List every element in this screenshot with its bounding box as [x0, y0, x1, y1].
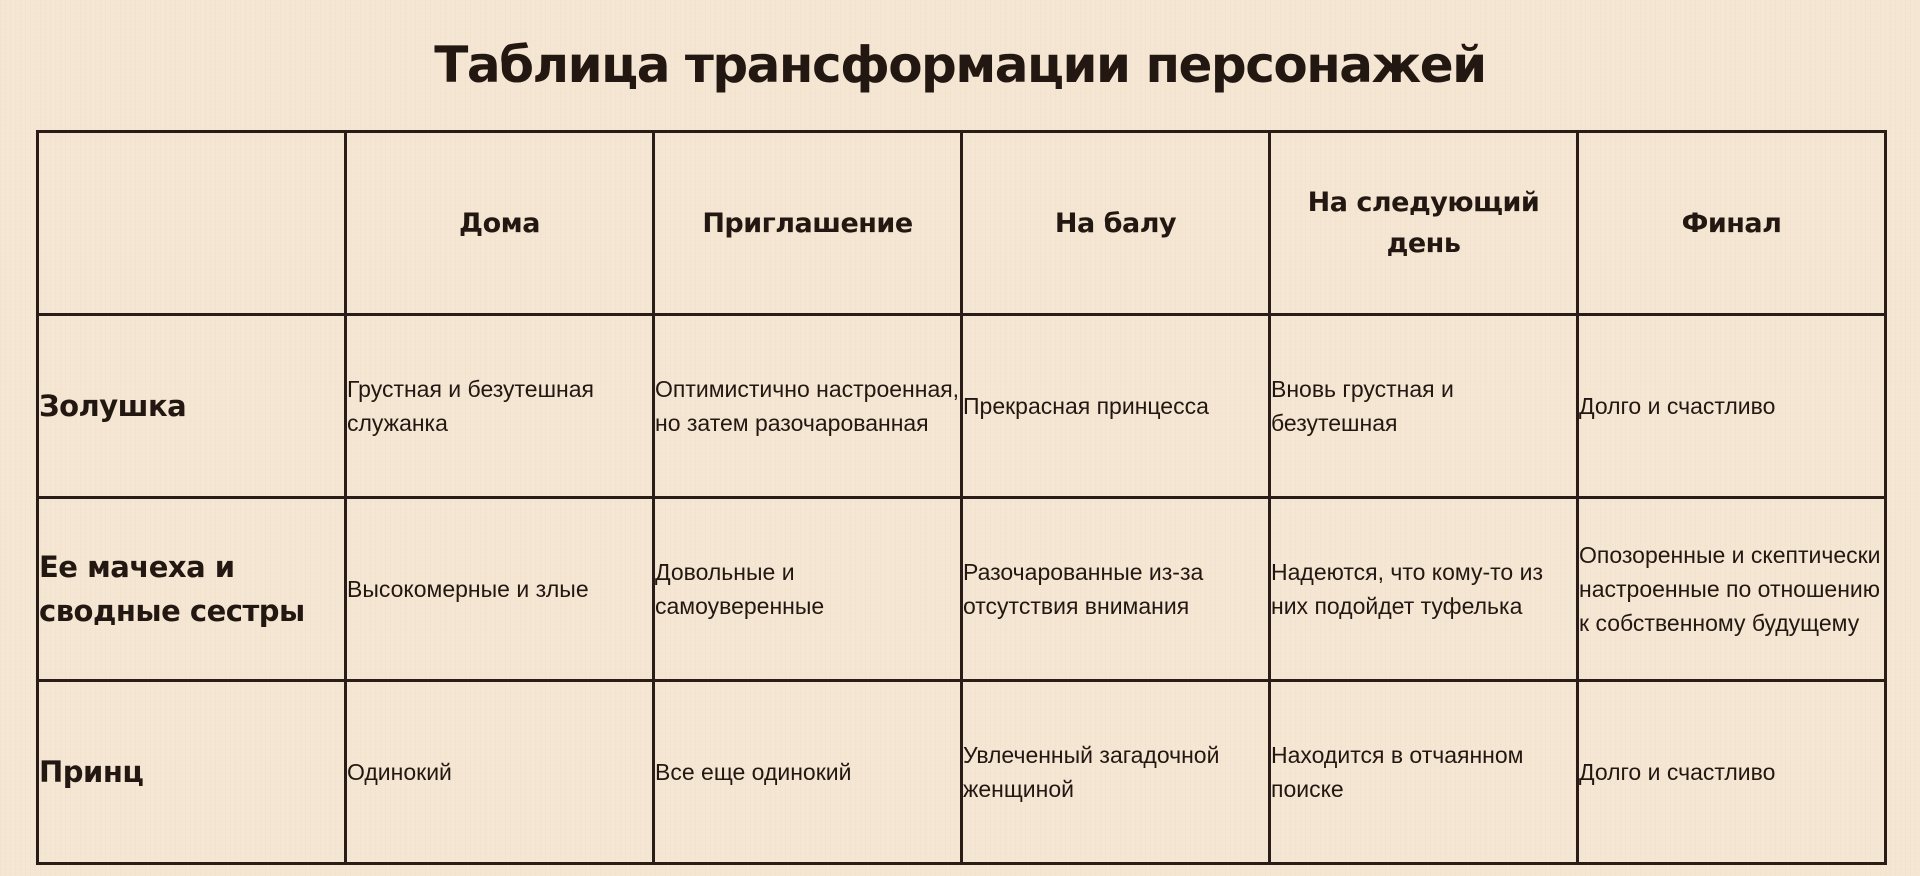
table-cell: Увлеченный загадочной женщиной — [962, 681, 1270, 864]
table-cell: Разочарованные из-за отсутствия внимания — [962, 498, 1270, 681]
column-header-next-day: На следующий день — [1270, 132, 1578, 315]
table-cell: Находится в отчаянном поиске — [1270, 681, 1578, 864]
table-cell: Довольные и самоуверенные — [654, 498, 962, 681]
table-cell: Опозоренные и скептически настроенные по отношению к собственному будущему — [1578, 498, 1886, 681]
column-header-final: Финал — [1578, 132, 1886, 315]
character-transformation-table — [36, 130, 1887, 865]
table-row — [38, 315, 1886, 498]
table-cell: Одинокий — [346, 681, 654, 864]
table-cell: Все еще одинокий — [654, 681, 962, 864]
table-header-row — [38, 132, 1886, 315]
row-header-cinderella: Золушка — [38, 315, 346, 498]
row-header-stepmother-and-stepsisters: Ее мачеха и сводные сестры — [38, 498, 346, 681]
page-title: Таблица трансформации персонажей — [434, 36, 1486, 94]
table-cell: Долго и счастливо — [1578, 681, 1886, 864]
table-cell: Высокомерные и злые — [346, 498, 654, 681]
table-cell: Оптимистично настроенная, но затем разочарованная — [654, 315, 962, 498]
table-cell: Надеются, что кому-то из них подойдет туфелька — [1270, 498, 1578, 681]
row-header-prince: Принц — [38, 681, 346, 864]
table-row — [38, 498, 1886, 681]
table-cell: Вновь грустная и безутешная — [1270, 315, 1578, 498]
table-cell: Долго и счастливо — [1578, 315, 1886, 498]
table-cell: Прекрасная принцесса — [962, 315, 1270, 498]
table-corner-cell — [38, 132, 346, 315]
table-row — [38, 681, 1886, 864]
table-cell: Грустная и безутешная служанка — [346, 315, 654, 498]
column-header-home: Дома — [346, 132, 654, 315]
column-header-invitation: Приглашение — [654, 132, 962, 315]
column-header-ball: На балу — [962, 132, 1270, 315]
